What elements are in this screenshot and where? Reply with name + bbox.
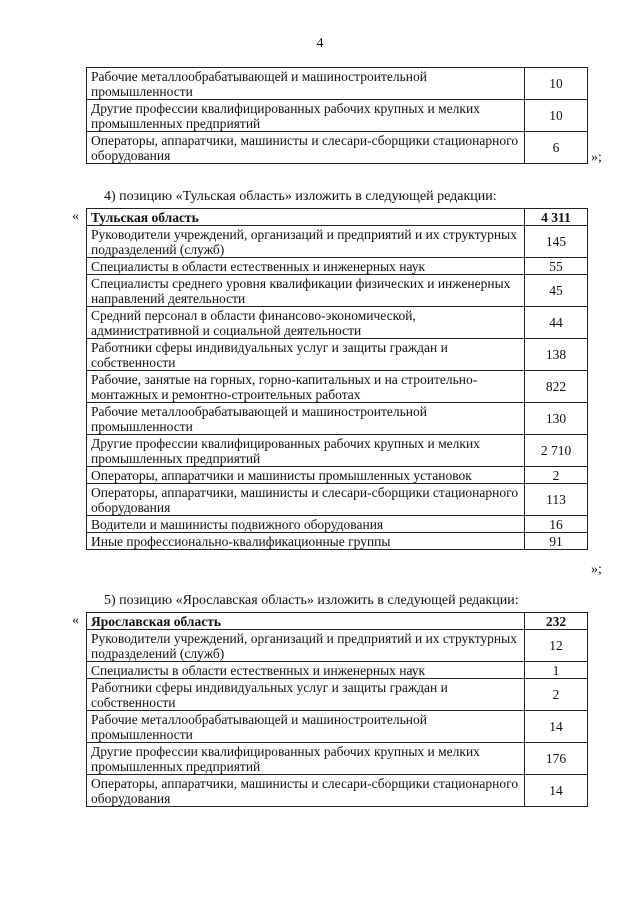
region-total: 232 <box>525 613 588 630</box>
row-value: 1 <box>525 662 588 679</box>
table-header-row <box>87 613 588 630</box>
table-row <box>87 132 588 164</box>
row-label: Другие профессии квалифицированных рабочих крупных и мелких промышленных предприятий <box>87 743 525 775</box>
row-value: 44 <box>525 307 588 339</box>
table-row <box>87 679 588 711</box>
row-label: Специалисты в области естественных и инженерных наук <box>87 662 525 679</box>
table-row <box>87 258 588 275</box>
yaroslavl-table <box>86 612 588 807</box>
row-label: Операторы, аппаратчики, машинисты и слесари-сборщики стационарного оборудования <box>87 775 525 807</box>
table-row <box>87 467 588 484</box>
table-header-row <box>87 209 588 226</box>
close-quote: »; <box>591 562 602 577</box>
paragraph-5: 5) позицию «Ярославская область» изложить в следующей редакции: <box>104 593 519 608</box>
open-quote: « <box>72 209 79 224</box>
row-label: Рабочие металлообрабатывающей и машиностроительной промышленности <box>87 711 525 743</box>
open-quote: « <box>72 613 79 628</box>
row-label: Рабочие металлообрабатывающей и машиностроительной промышленности <box>87 403 525 435</box>
row-label: Специалисты среднего уровня квалификации физических и инженерных направлений деятельности <box>87 275 525 307</box>
table-row <box>87 662 588 679</box>
row-value: 14 <box>525 775 588 807</box>
page-number: 4 <box>316 36 324 51</box>
row-label: Операторы, аппаратчики, машинисты и слесари-сборщики стационарного оборудования <box>87 132 525 164</box>
row-label: Работники сферы индивидуальных услуг и защиты граждан и собственности <box>87 679 525 711</box>
row-label: Другие профессии квалифицированных рабочих крупных и мелких промышленных предприятий <box>87 435 525 467</box>
row-label: Операторы, аппаратчики и машинисты промышленных установок <box>87 467 525 484</box>
row-value: 145 <box>525 226 588 258</box>
table-row <box>87 711 588 743</box>
table-row <box>87 275 588 307</box>
row-label: Операторы, аппаратчики, машинисты и слесари-сборщики стационарного оборудования <box>87 484 525 516</box>
region-total: 4 311 <box>525 209 588 226</box>
row-label: Иные профессионально-квалификационные группы <box>87 533 525 550</box>
row-label: Рабочие металлообрабатывающей и машиностроительной промышленности <box>87 68 525 100</box>
row-value: 91 <box>525 533 588 550</box>
table-row <box>87 307 588 339</box>
row-value: 113 <box>525 484 588 516</box>
table-row <box>87 403 588 435</box>
row-value: 45 <box>525 275 588 307</box>
paragraph-4: 4) позицию «Тульская область» изложить в следующей редакции: <box>104 189 497 204</box>
table-row <box>87 775 588 807</box>
row-value: 10 <box>525 100 588 132</box>
row-value: 822 <box>525 371 588 403</box>
row-label: Рабочие, занятые на горных, горно-капитальных и на строительно-монтажных и ремонтно-строительных работах <box>87 371 525 403</box>
row-label: Руководители учреждений, организаций и предприятий и их структурных подразделений (служб) <box>87 226 525 258</box>
row-value: 2 <box>525 679 588 711</box>
row-label: Работники сферы индивидуальных услуг и защиты граждан и собственности <box>87 339 525 371</box>
row-label: Средний персонал в области финансово-экономической, административной и социальной деятельности <box>87 307 525 339</box>
table-row <box>87 533 588 550</box>
table-row <box>87 226 588 258</box>
row-value: 12 <box>525 630 588 662</box>
row-value: 10 <box>525 68 588 100</box>
region-title: Тульская область <box>87 209 525 226</box>
close-quote: »; <box>591 150 602 165</box>
row-value: 55 <box>525 258 588 275</box>
region-title: Ярославская область <box>87 613 525 630</box>
row-value: 2 <box>525 467 588 484</box>
table-row <box>87 630 588 662</box>
table-row <box>87 100 588 132</box>
row-value: 2 710 <box>525 435 588 467</box>
row-value: 130 <box>525 403 588 435</box>
row-label: Другие профессии квалифицированных рабочих крупных и мелких промышленных предприятий <box>87 100 525 132</box>
row-label: Руководители учреждений, организаций и предприятий и их структурных подразделений (служб) <box>87 630 525 662</box>
row-value: 6 <box>525 132 588 164</box>
table-row <box>87 371 588 403</box>
row-label: Водители и машинисты подвижного оборудования <box>87 516 525 533</box>
row-value: 14 <box>525 711 588 743</box>
row-value: 176 <box>525 743 588 775</box>
table-row <box>87 435 588 467</box>
row-value: 16 <box>525 516 588 533</box>
table-row <box>87 516 588 533</box>
table-row <box>87 68 588 100</box>
table-row <box>87 484 588 516</box>
row-label: Специалисты в области естественных и инженерных наук <box>87 258 525 275</box>
tula-table <box>86 208 588 550</box>
continued-table <box>86 67 588 164</box>
table-row <box>87 743 588 775</box>
table-row <box>87 339 588 371</box>
row-value: 138 <box>525 339 588 371</box>
